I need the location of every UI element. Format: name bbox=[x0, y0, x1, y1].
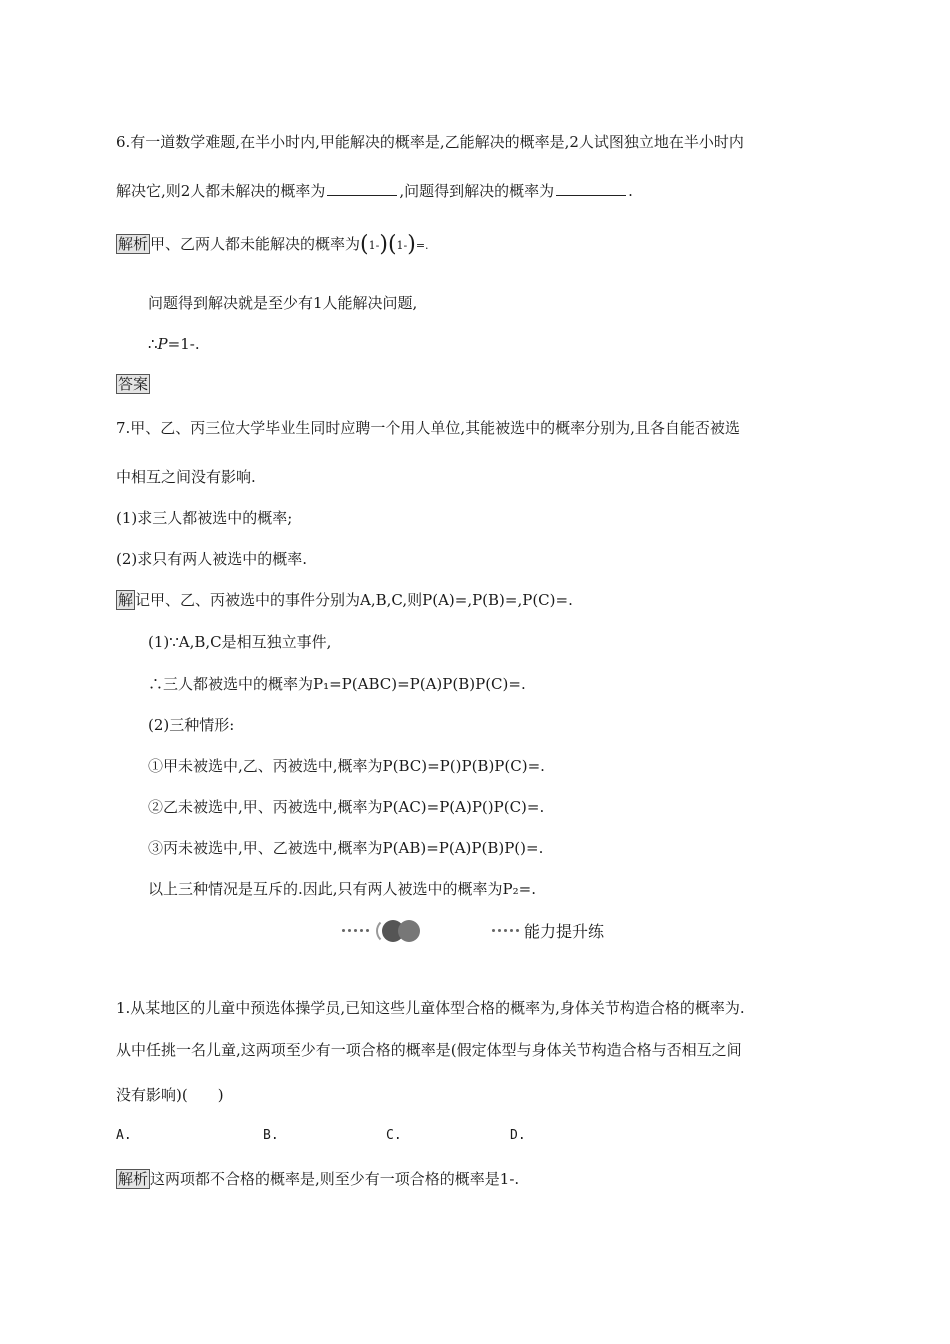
q6-analysis-line2: 问题得到解决就是至少有1人能解决问题, bbox=[148, 294, 418, 312]
p1-line1: 1.从某地区的儿童中预选体操学员,已知这些儿童体型合格的概率为,身体关节构造合格的概率为. bbox=[116, 999, 745, 1017]
q6-blank-1 bbox=[327, 181, 397, 196]
q6-line1: 6.有一道数学难题,在半小时内,甲能解决的概率是,乙能解决的概率是,2人试图独立地在半小时内 bbox=[116, 133, 744, 151]
q6-analysis-line3 bbox=[148, 334, 200, 354]
q7-sol-line5: ①甲未被选中,乙、丙被选中,概率为P(BC)=P()P(B)P(C)=. bbox=[148, 757, 545, 775]
analysis-tag-2: 解析 bbox=[118, 1170, 149, 1188]
one-minus-2: 1- bbox=[396, 239, 408, 252]
analysis-tag: 解析 bbox=[118, 235, 149, 253]
paren-close-2: ) bbox=[407, 232, 416, 257]
p1-line2: 从中任挑一名儿童,这两项至少有一项合格的概率是(假定体型与身体关节构造合格与否相互之间 bbox=[116, 1041, 742, 1059]
q6-line2-text-b: ,问题得到解决的概率为 bbox=[399, 182, 555, 200]
q7-sol-line8: 以上三种情况是互斥的.因此,只有两人被选中的概率为P₂=. bbox=[148, 880, 536, 898]
q6-blank-2 bbox=[556, 181, 626, 196]
q7-line1: 7.甲、乙、丙三位大学毕业生同时应聘一个用人单位,其能被选中的概率分别为,且各自能否被选 bbox=[116, 419, 740, 437]
q7-sol-line3: ∴三人都被选中的概率为P₁=P(ABC)=P(A)P(B)P(C)=. bbox=[148, 675, 526, 693]
q7-sol-line4: (2)三种情形: bbox=[148, 716, 235, 734]
answer-tag: 答案 bbox=[118, 375, 149, 393]
paren-open-1: ( bbox=[360, 232, 369, 257]
p1-analysis-line bbox=[116, 1169, 519, 1189]
divider-circle-icon-2 bbox=[398, 920, 420, 942]
p1-line3: 没有影响)( ) bbox=[116, 1086, 224, 1104]
var-p: P bbox=[157, 335, 168, 353]
q7-sol-text-1: 记甲、乙、丙被选中的事件分别为A,B,C,则P(A)=,P(B)=,P(C)=. bbox=[135, 591, 573, 609]
eq-dot: =. bbox=[415, 239, 429, 252]
option-d: D. bbox=[510, 1128, 526, 1143]
q7-solution-line1 bbox=[116, 590, 573, 610]
q7-sub2: (2)求只有两人被选中的概率. bbox=[116, 550, 308, 568]
q6-answer-line bbox=[116, 374, 150, 394]
option-a: A. bbox=[116, 1128, 132, 1143]
option-b: B. bbox=[263, 1128, 279, 1143]
one-minus-1: 1- bbox=[368, 239, 380, 252]
q6-line2-text-a: 解决它,则2人都未解决的概率为 bbox=[116, 182, 326, 200]
q7-sol-line2: (1)∵A,B,C是相互独立事件, bbox=[148, 633, 332, 651]
q6-line2-text-c: . bbox=[628, 182, 633, 200]
option-c: C. bbox=[386, 1128, 402, 1143]
p1-analysis-text: 这两项都不合格的概率是,则至少有一项合格的概率是1-. bbox=[150, 1170, 520, 1188]
q7-sol-line6: ②乙未被选中,甲、丙被选中,概率为P(AC)=P(A)P()P(C)=. bbox=[148, 798, 545, 816]
q7-line2: 中相互之间没有影响. bbox=[116, 468, 256, 486]
solution-tag: 解 bbox=[118, 591, 134, 609]
q7-sol-line7: ③丙未被选中,甲、乙被选中,概率为P(AB)=P(A)P(B)P()=. bbox=[148, 839, 544, 857]
q6-analysis-line3-rest: =1-. bbox=[167, 335, 200, 353]
dots-left bbox=[342, 929, 372, 933]
dots-right bbox=[492, 929, 522, 933]
q6-analysis-line bbox=[116, 234, 429, 256]
therefore-symbol: ∴ bbox=[148, 335, 158, 353]
q6-line2 bbox=[116, 181, 633, 201]
section-title: 能力提升练 bbox=[524, 922, 605, 941]
q6-analysis-text: 甲、乙两人都未能解决的概率为 bbox=[150, 235, 361, 253]
paren-open-2: ( bbox=[387, 232, 397, 257]
section-divider bbox=[340, 918, 640, 944]
paren-close-1: ) bbox=[379, 232, 388, 257]
q7-sub1: (1)求三人都被选中的概率; bbox=[116, 509, 293, 527]
